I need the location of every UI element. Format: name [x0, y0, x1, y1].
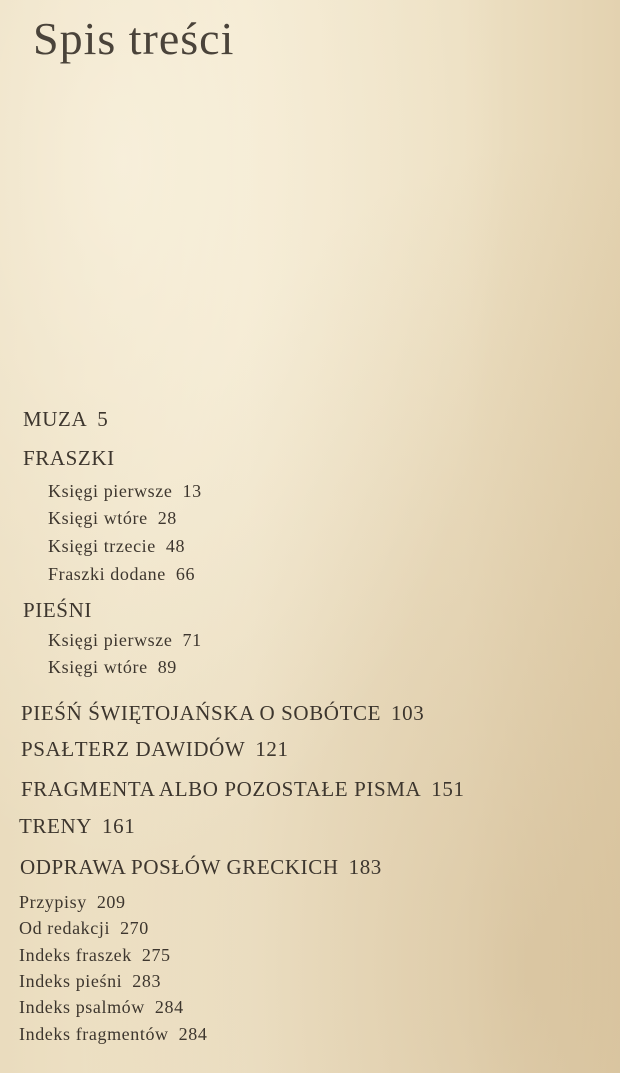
- toc-entry-label: Indeks fraszek: [19, 945, 132, 965]
- toc-entry-fraszki-ksiegi-wtore: [48, 508, 177, 529]
- toc-entry-page: 71: [182, 630, 202, 650]
- toc-entry-od-redakcji: [19, 918, 149, 939]
- toc-entry-label: Księgi trzecie: [48, 536, 156, 556]
- toc-entry-fragmenta: [21, 777, 465, 802]
- toc-entry-label: FRAGMENTA ALBO POZOSTAŁE PISMA: [21, 777, 422, 801]
- toc-entry-odprawa: [20, 855, 382, 880]
- toc-entry-label: Księgi wtóre: [48, 657, 148, 677]
- toc-entry-przypisy: [19, 892, 126, 913]
- toc-section-fraszki: [23, 446, 115, 471]
- toc-entry-label: PSAŁTERZ DAWIDÓW: [21, 737, 246, 761]
- toc-entry-page: 183: [348, 855, 382, 879]
- toc-entry-label: MUZA: [23, 407, 88, 431]
- toc-entry-muza: [23, 407, 108, 432]
- toc-entry-label: Księgi wtóre: [48, 508, 148, 528]
- toc-entry-label: Indeks pieśni: [19, 971, 123, 991]
- toc-entry-page: 284: [178, 1024, 208, 1044]
- toc-entry-fraszki-dodane: [48, 564, 195, 585]
- toc-entry-indeks-fragmentow: [19, 1024, 207, 1045]
- toc-entry-page: 209: [96, 892, 126, 912]
- toc-entry-label: Księgi pierwsze: [48, 481, 173, 501]
- toc-entry-psalterz-dawidow: [21, 737, 289, 762]
- toc-entry-indeks-fraszek: [19, 945, 171, 966]
- toc-entry-indeks-psalmow: [19, 997, 184, 1018]
- page-title: Spis treści: [33, 13, 235, 64]
- toc-entry-indeks-piesni: [19, 971, 161, 992]
- toc-entry-page: 151: [431, 777, 465, 801]
- toc-entry-label: Indeks fragmentów: [19, 1024, 169, 1044]
- toc-entry-label: TRENY: [19, 814, 92, 838]
- toc-entry-label: PIEŚNI: [23, 598, 92, 622]
- toc-entry-fraszki-ksiegi-pierwsze: [48, 481, 202, 502]
- toc-entry-page: 66: [175, 564, 196, 584]
- toc-section-piesni: [23, 598, 92, 623]
- toc-entry-page: 121: [255, 737, 289, 761]
- toc-entry-label: Fraszki dodane: [48, 564, 166, 584]
- toc-entry-page: 284: [154, 997, 184, 1017]
- toc-entry-piesn-swietojanska: [21, 701, 424, 726]
- toc-entry-label: Przypisy: [19, 892, 87, 912]
- toc-entry-page: 5: [97, 407, 109, 431]
- toc-entry-page: 28: [157, 508, 177, 528]
- toc-entry-page: 275: [141, 945, 171, 965]
- toc-entry-piesni-ksiegi-wtore: [48, 657, 177, 678]
- toc-entry-treny: [19, 814, 135, 839]
- toc-entry-label: Księgi pierwsze: [48, 630, 173, 650]
- toc-entry-page: 89: [157, 657, 177, 677]
- toc-entry-label: Od redakcji: [19, 918, 111, 938]
- toc-entry-page: 161: [102, 814, 136, 838]
- toc-entry-page: 13: [182, 481, 202, 501]
- toc-entry-label: PIEŚŃ ŚWIĘTOJAŃSKA O SOBÓTCE: [21, 701, 382, 725]
- toc-entry-page: 103: [391, 701, 425, 725]
- toc-entry-label: FRASZKI: [23, 446, 115, 470]
- toc-entry-page: 270: [120, 918, 149, 938]
- toc-entry-page: 48: [165, 536, 186, 556]
- toc-entry-label: ODPRAWA POSŁÓW GRECKICH: [20, 855, 339, 879]
- toc-entry-piesni-ksiegi-pierwsze: [48, 630, 202, 651]
- toc-entry-fraszki-ksiegi-trzecie: [48, 536, 185, 557]
- toc-entry-label: Indeks psalmów: [19, 997, 145, 1017]
- toc-entry-page: 283: [132, 971, 162, 991]
